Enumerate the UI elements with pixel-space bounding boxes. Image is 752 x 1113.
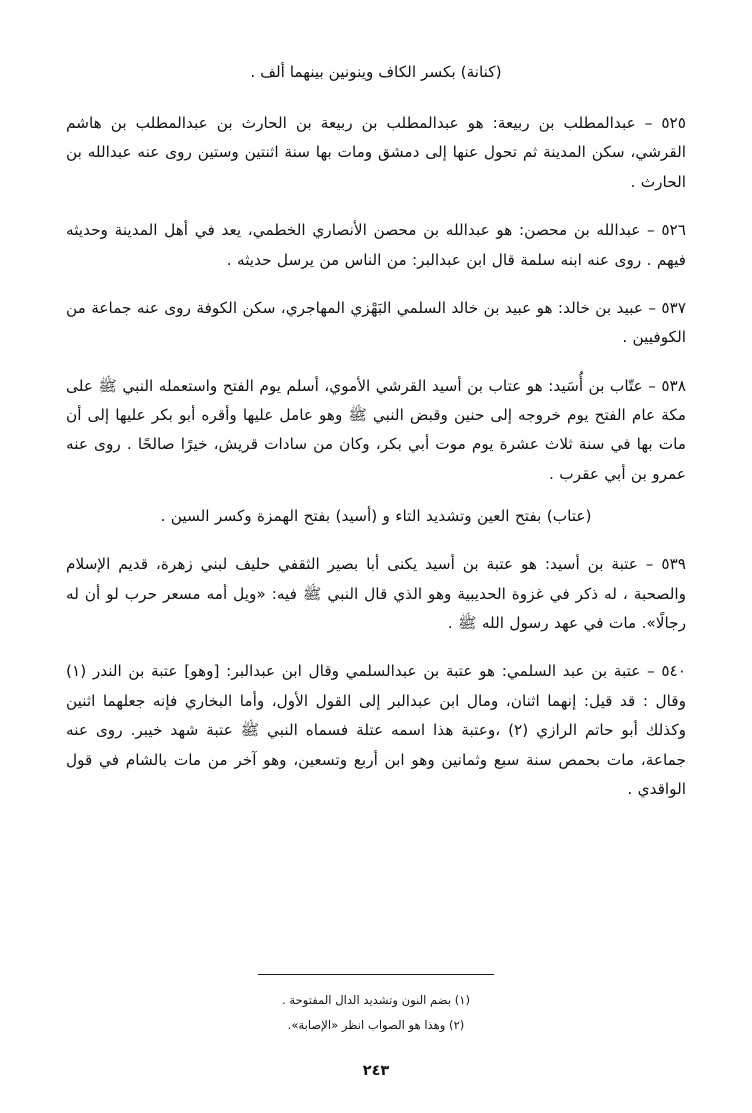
footnote-2: (٢) وهذا هو الصواب انظر «الإصابة». [287, 1018, 465, 1033]
entry-paragraph-537: ٥٣٧ – عبيد بن خالد: هو عبيد بن خالد السلمي البَهْزي المهاجري، سكن الكوفة روى عنه جماعة من الكوفيين . [66, 298, 686, 347]
page-body [66, 58, 686, 817]
entry-paragraph-538: ٥٣٨ – عتّاب بن أُسَيد: هو عتاب بن أسيد القرشي الأموي، أسلم يوم الفتح واستعمله النبي ﷺ على مكة عام الفتح يوم خروجه إلى حنين وقبض النبي ﷺ وهو عامل عليها وأقره أبو بكر عليها إلى أن مات بها في سنة ثلاث عشرة يوم موت أبي بكر، وكان من سادات قريش، خيرًا صالحًا . روى عنه عمرو بن أبي عقرب . [66, 376, 686, 483]
entry-paragraph-539: ٥٣٩ – عتبة بن أسيد: هو عتبة بن أسيد يكنى أبا بصير الثقفي حليف لبني زهرة، قديم الإسلام والصحبة ، له ذكر في غزوة الحديبية وهو الذي قال النبي ﷺ فيه: «ويل أمه مسعر حرب لو أن له رجالًا». مات في عهد رسول الله ﷺ . [66, 555, 686, 633]
entry-note-vocalization: (عتاب) بفتح العين وتشديد التاء و (أسيد) بفتح الهمزة وكسر السين . [160, 507, 592, 526]
page-number: ٢٤٣ [362, 1063, 390, 1079]
entry-paragraph-540: ٥٤٠ – عتبة بن عبد السلمي: هو عتبة بن عبدالسلمي وقال ابن عبدالبر: [وهو] عتبة بن الندر (١) وقال : قد قيل: إنهما اثنان، ومال ابن عبدالبر إلى القول الأول، وأما البخاري فإنه جعلهما اثنين وكذلك أبو حاتم الرازي (٢) ،وعتبة هذا اسمه عتلة فسماه النبي ﷺ عتبة شهد خيبر. روى عنه جماعة، مات بحمص سنة سبع وثمانين وهو ابن أربع وتسعين، وهو آخر من مات بالشام في قول الواقدي . [66, 662, 686, 798]
footnote-1: (١) بضم النون وتشديد الدال المفتوحة . [281, 992, 471, 1007]
entry-paragraph-525: ٥٢٥ – عبدالمطلب بن ربيعة: هو عبدالمطلب بن ربيعة بن الحارث بن عبدالمطلب بن هاشم القرشي، سكن المدينة ثم تحول عنها إلى دمشق ومات بها سنة اثنتين وستين روى عنه عبدالله بن الحارث . [66, 114, 686, 191]
opening-note: (كنانة) بكسر الكاف وينونين بينهما ألف . [250, 63, 502, 81]
footnote-separator [258, 974, 494, 975]
footnote-section [66, 968, 686, 1083]
entry-paragraph-526: ٥٢٦ – عبدالله بن محصن: هو عبدالله بن محصن الأنصاري الخطمي، يعد في أهل المدينة وحديثه فيهم . روى عنه ابنه سلمة قال ابن عبدالبر: من الناس من يرسل حديثه . [66, 221, 686, 269]
